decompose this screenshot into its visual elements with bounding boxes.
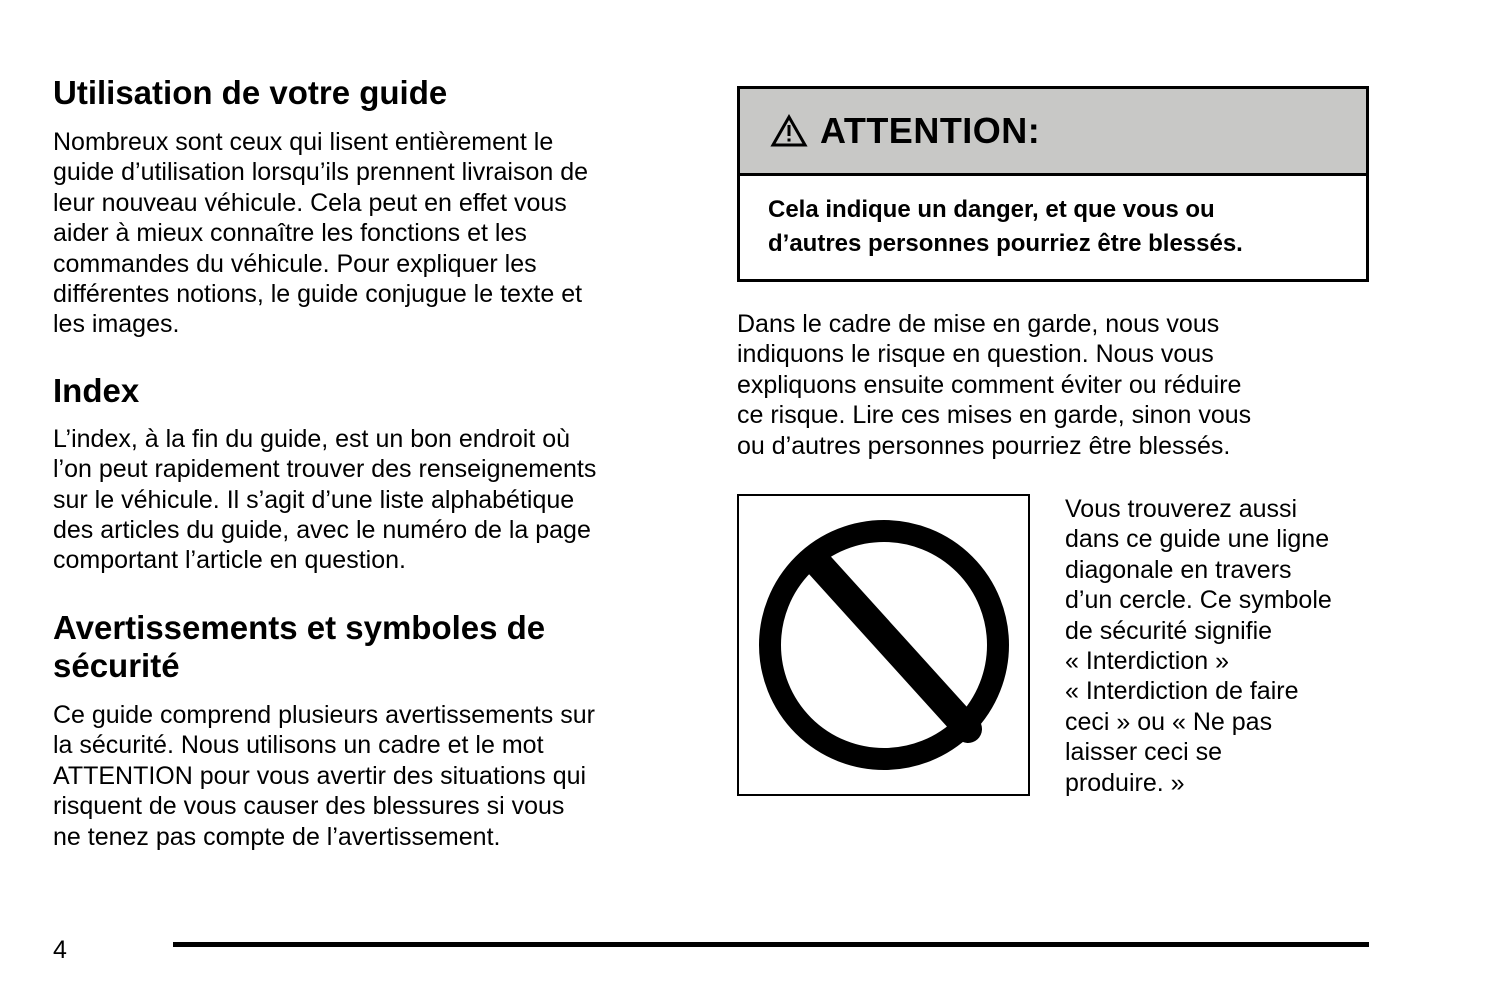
heading-safety-warnings: Avertissements et symboles de sécurité [53,608,546,684]
page-number: 4 [53,936,67,964]
paragraph-guide-usage: Nombreux sont ceux qui lisent entièrement le guide d’utilisation lorsqu’ils prennent livraison de leur nouveau véhicule. Cela peut en effet vous aider à mieux connaître les fonctions et les commandes du véhicule. Pour expliquer les différentes notions, le guide conjugue le texte et les images. [53,128,589,339]
heading-index: Index [53,371,140,409]
footer-rule [173,942,1369,947]
attention-title: ATTENTION: [820,110,1041,151]
attention-message: Cela indique un danger, et que vous ou d’autres personnes pourriez être blessés. [768,196,1243,257]
heading-guide-usage: Utilisation de votre guide [53,74,448,111]
right-column [737,86,1369,798]
attention-box [737,86,1369,282]
paragraph-warning-explanation: Dans le cadre de mise en garde, nous vous indiquons le risque en question. Nous vous expliquons ensuite comment éviter ou réduire ce risque. Lire ces mises en garde, sinon vous ou d’autres personnes pourriez être blessés. [737,310,1252,460]
prohibition-symbol-icon [754,515,1014,775]
left-column [53,70,683,852]
symbol-section [737,494,1369,798]
attention-header [740,89,1366,176]
symbol-frame [737,494,1030,796]
warning-triangle-icon [770,114,808,148]
paragraph-index: L’index, à la fin du guide, est un bon endroit où l’on peut rapidement trouver des renseignements sur le véhicule. Il s’agit d’une liste alphabétique des articles du guide, avec le numéro de la page comportant l’article en question. [53,424,597,575]
paragraph-safety-warnings: Ce guide comprend plusieurs avertissements sur la sécurité. Nous utilisons un cadre et le mot ATTENTION pour vous avertir des situations qui risquent de vous causer des blessures si vous ne tenez pas compte de l’avertissement. [53,700,595,851]
paragraph-symbol-explanation: Vous trouverez aussi dans ce guide une ligne diagonale en travers d’un cercle. Ce symbole de sécurité signifie « Interdiction » « Interdiction de faire ceci » ou « Ne pas laisser ceci se produire. » [1065,495,1332,797]
